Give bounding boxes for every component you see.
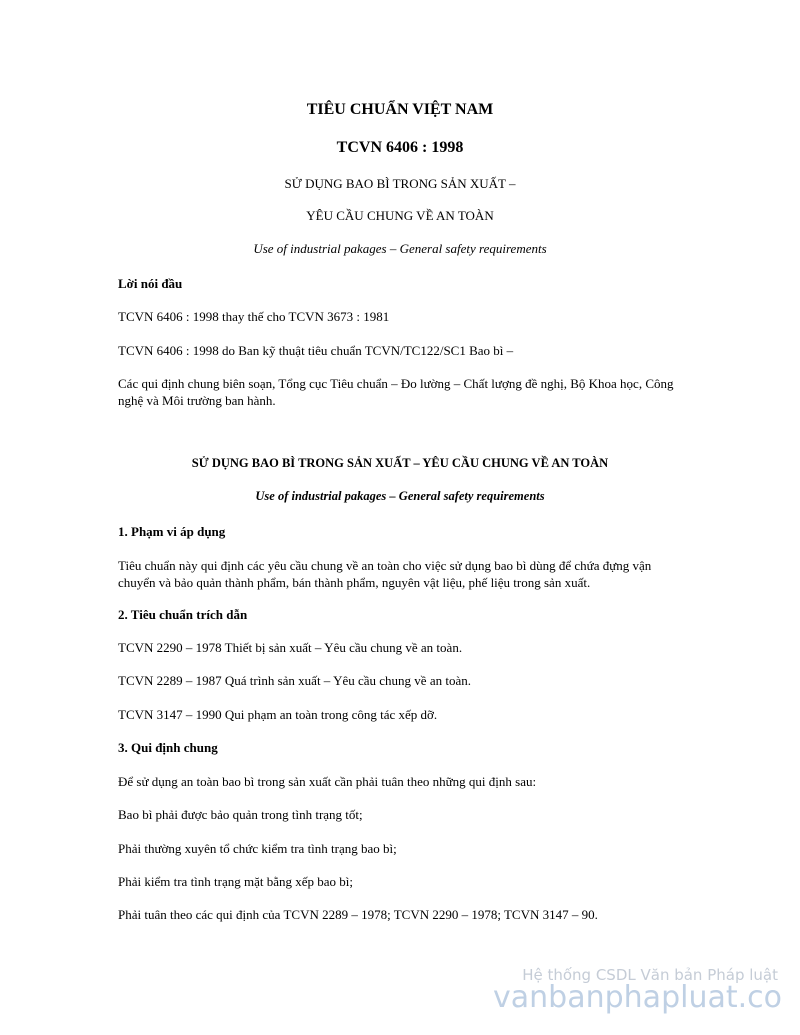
standard-title: TIÊU CHUẨN VIỆT NAM: [306, 101, 494, 118]
rule-item: Phải tuân theo các qui định của TCVN 2289 – 1978; TCVN 2290 – 1978; TCVN 3147 – 90.: [118, 907, 598, 922]
rule-item: Phải thường xuyên tổ chức kiểm tra tình trạng bao bì;: [118, 841, 397, 856]
foreword-heading: Lời nói đầu: [118, 276, 183, 291]
section-1-heading: 1. Phạm vi áp dụng: [118, 524, 226, 539]
watermark-caption: Hệ thống CSDL Văn bản Pháp luật: [522, 966, 778, 984]
watermark-site: vanbanphapluat.co: [493, 980, 782, 1015]
foreword-para-1: TCVN 6406 : 1998 thay thế cho TCVN 3673 : 1981: [118, 309, 390, 324]
foreword-para-2: TCVN 6406 : 1998 do Ban kỹ thuật tiêu chuẩn TCVN/TC122/SC1 Bao bì –: [118, 343, 514, 358]
foreword-para-3: Các qui định chung biên soạn, Tổng cục Tiêu chuẩn – Đo lường – Chất lượng đề nghị, Bộ Khoa học, Công nghệ và Môi trường ban hành.: [118, 376, 674, 408]
rule-item: Phải kiểm tra tình trạng mặt bằng xếp bao bì;: [118, 874, 354, 889]
section-2-heading: 2. Tiêu chuẩn trích dẫn: [118, 607, 248, 622]
section-1-text: Tiêu chuẩn này qui định các yêu cầu chung về an toàn cho việc sử dụng bao bì dùng để chứa đựng vận chuyển và bảo quản thành phẩm, bán thành phẩm, nguyên vật liệu, phế liệu trong sản xuất.: [118, 558, 652, 590]
reference-item: TCVN 2289 – 1987 Quá trình sản xuất – Yêu cầu chung về an toàn.: [118, 673, 471, 688]
standard-code: TCVN 6406 : 1998: [336, 139, 464, 156]
subtitle-line-1: SỬ DỤNG BAO BÌ TRONG SẢN XUẤT –: [284, 176, 516, 191]
reference-item: TCVN 2290 – 1978 Thiết bị sản xuất – Yêu cầu chung về an toàn.: [118, 640, 463, 655]
rule-item: Bao bì phải được bảo quản trong tình trạng tốt;: [118, 807, 363, 822]
subtitle-line-2: YÊU CẦU CHUNG VỀ AN TOÀN: [306, 208, 494, 223]
reference-item: TCVN 3147 – 1990 Qui phạm an toàn trong công tác xếp dỡ.: [118, 707, 438, 722]
english-title: Use of industrial pakages – General safety requirements: [253, 241, 547, 256]
main-heading: SỬ DỤNG BAO BÌ TRONG SẢN XUẤT – YÊU CẦU CHUNG VỀ AN TOÀN: [191, 456, 609, 470]
main-english-heading: Use of industrial pakages – General safety requirements: [255, 489, 545, 503]
section-3-heading: 3. Qui định chung: [118, 740, 218, 755]
section-3-intro: Để sử dụng an toàn bao bì trong sản xuất cần phải tuân theo những qui định sau:: [118, 774, 537, 789]
